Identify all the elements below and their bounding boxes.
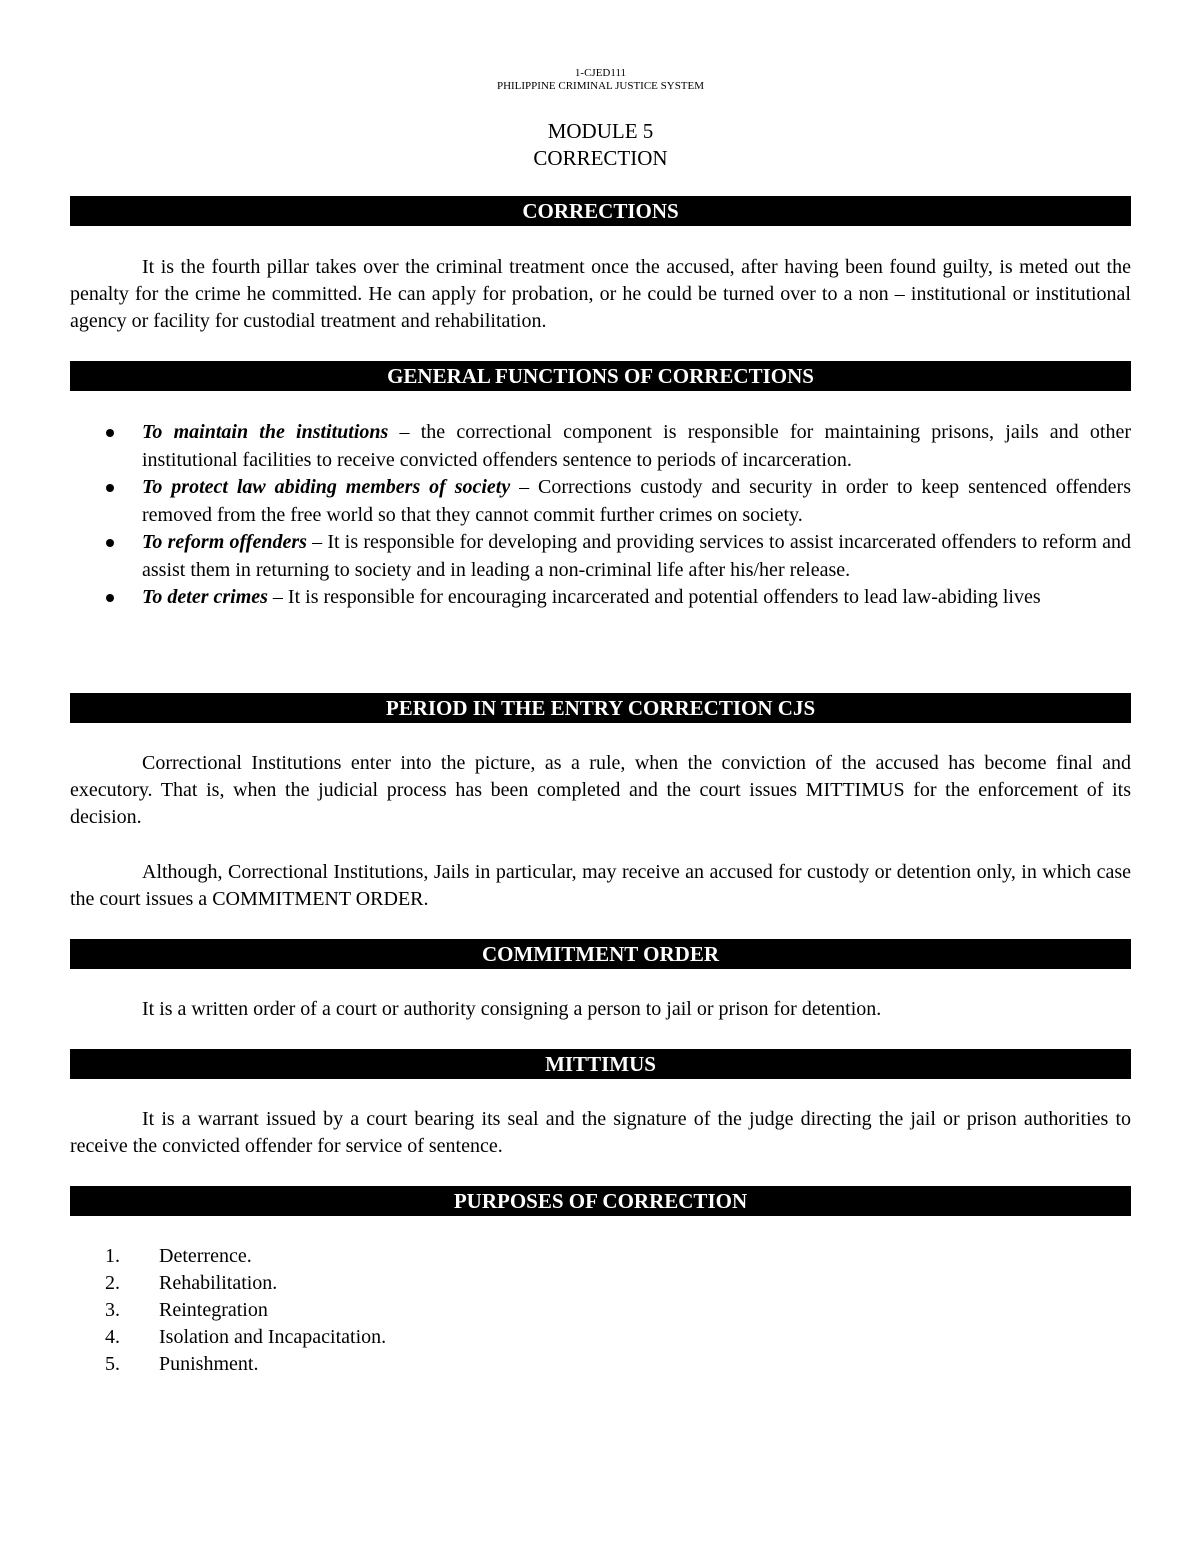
section-heading-mittimus: MITTIMUS xyxy=(70,1049,1131,1079)
mittimus-paragraph: It is a warrant issued by a court bearing its seal and the signature of the judge directing the jail or prison authorities to receive the convicted offender for service of sentence. xyxy=(70,1108,1131,1157)
list-number: 5. xyxy=(105,1353,120,1375)
bullet-icon xyxy=(106,539,114,547)
purpose-text: Rehabilitation. xyxy=(159,1272,278,1294)
function-term: To reform offenders xyxy=(142,531,307,553)
list-item xyxy=(70,419,1131,474)
module-subject: CORRECTION xyxy=(533,146,668,170)
list-number: 1. xyxy=(105,1245,120,1267)
purpose-text: Isolation and Incapacitation. xyxy=(159,1326,387,1348)
module-number: MODULE 5 xyxy=(547,119,654,143)
commitment-order-paragraph: It is a written order of a court or authority consigning a person to jail or prison for detention. xyxy=(142,998,882,1020)
period-entry-paragraph-2: Although, Correctional Institutions, Jails in particular, may receive an accused for custody or detention only, in which case the court issues a COMMITMENT ORDER. xyxy=(70,861,1131,910)
list-number: 3. xyxy=(105,1299,120,1321)
function-text: – It is responsible for developing and providing services to assist incarcerated offenders to reform and assist them in returning to society and in leading a non-criminal life after his/her release. xyxy=(142,531,1132,581)
module-title xyxy=(70,118,1131,172)
function-term: To deter crimes xyxy=(142,586,268,608)
bullet-icon xyxy=(106,594,114,602)
section-heading-corrections: CORRECTIONS xyxy=(70,196,1131,226)
function-text: – It is responsible for encouraging incarcerated and potential offenders to lead law-abiding lives xyxy=(267,586,1041,608)
function-text: – Corrections custody and security in order to keep sentenced offenders removed from the free world so that they cannot commit further crimes on society. xyxy=(142,476,1131,526)
purpose-text: Deterrence. xyxy=(159,1245,252,1267)
list-item xyxy=(70,1324,1131,1351)
general-functions-list xyxy=(70,419,1131,612)
purpose-text: Punishment. xyxy=(159,1353,259,1375)
section-heading-commitment-order: COMMITMENT ORDER xyxy=(70,939,1131,969)
function-text: – the correctional component is responsible for maintaining prisons, jails and other institutional facilities to receive convicted offenders sentence to periods of incarceration. xyxy=(142,421,1131,471)
list-item xyxy=(70,1243,1131,1270)
purpose-text: Reintegration xyxy=(159,1299,268,1321)
course-code: 1-CJED111 xyxy=(574,67,627,79)
section-heading-purposes: PURPOSES OF CORRECTION xyxy=(70,1186,1131,1216)
function-term: To protect law abiding members of society xyxy=(142,476,511,498)
bullet-icon xyxy=(106,429,114,437)
section-heading-general-functions: GENERAL FUNCTIONS OF CORRECTIONS xyxy=(70,361,1131,391)
list-item xyxy=(70,584,1131,612)
purposes-list xyxy=(70,1243,1131,1378)
bullet-icon xyxy=(106,484,114,492)
list-number: 2. xyxy=(105,1272,120,1294)
corrections-paragraph: It is the fourth pillar takes over the criminal treatment once the accused, after having been found guilty, is meted out the penalty for the crime he committed. He can apply for probation, or he could be turned over to a non – institutional or institutional agency or facility for custodial treatment and rehabilitation. xyxy=(70,256,1131,332)
list-item xyxy=(70,529,1131,584)
list-number: 4. xyxy=(105,1326,120,1348)
section-heading-period-entry: PERIOD IN THE ENTRY CORRECTION CJS xyxy=(70,693,1131,723)
period-entry-paragraph-1: Correctional Institutions enter into the picture, as a rule, when the conviction of the accused has become final and executory. That is, when the judicial process has been completed and the court issues MITTIMUS for the enforcement of its decision. xyxy=(70,752,1131,828)
list-item xyxy=(70,1270,1131,1297)
function-term: To maintain the institutions xyxy=(142,421,389,443)
list-item xyxy=(70,1351,1131,1378)
list-item xyxy=(70,474,1131,529)
list-item xyxy=(70,1297,1131,1324)
course-title: PHILIPPINE CRIMINAL JUSTICE SYSTEM xyxy=(496,80,705,92)
